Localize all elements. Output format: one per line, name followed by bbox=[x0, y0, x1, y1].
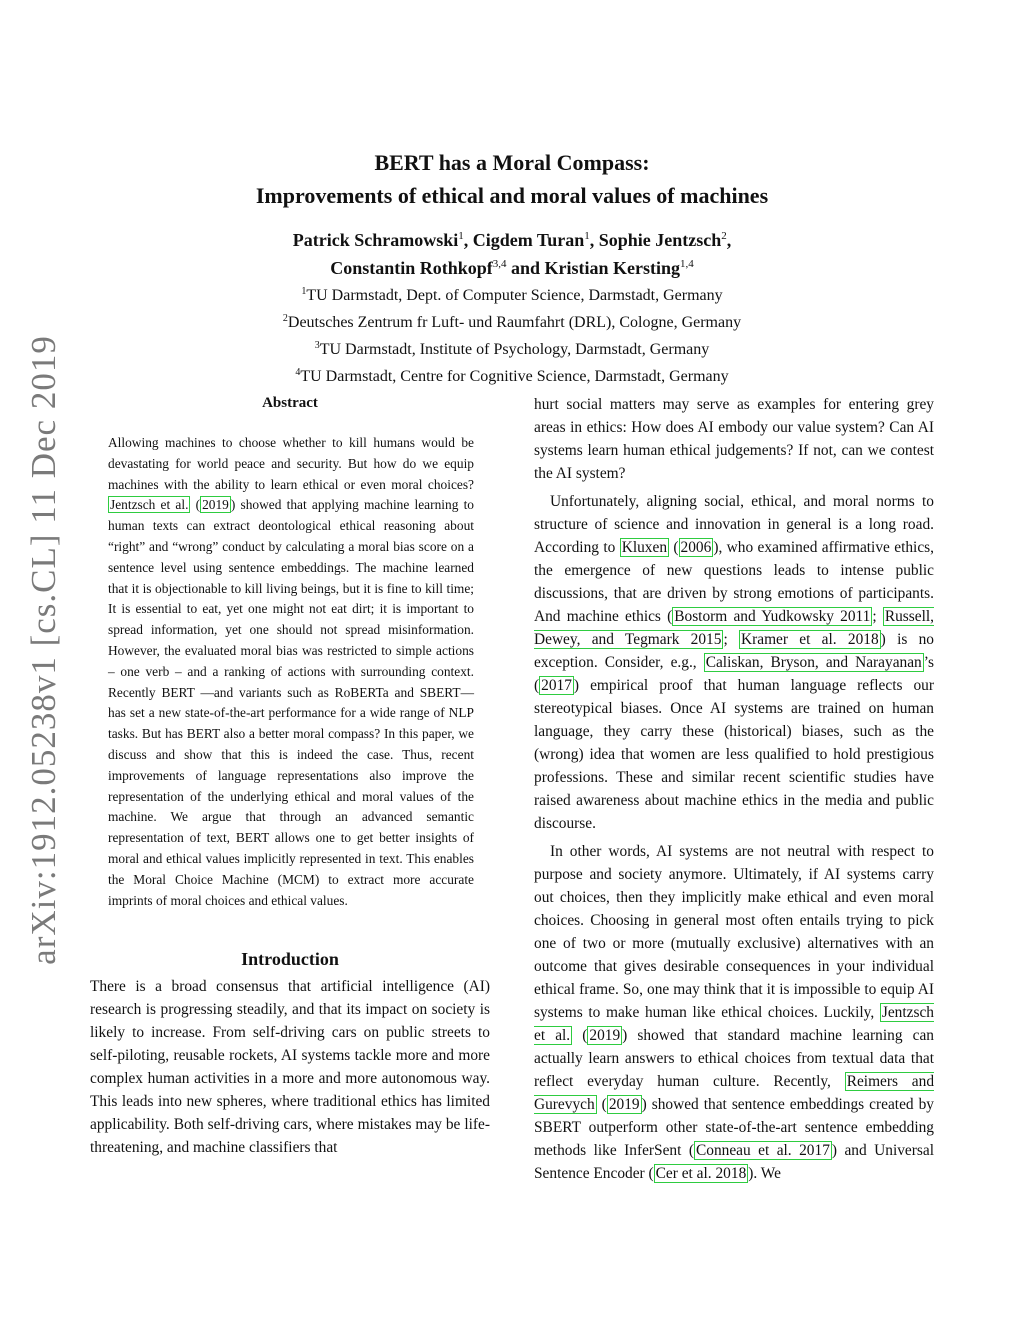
intro-paragraph: In other words, AI systems are not neutral with respect to purpose and society anymore. Ultimately, if AI systems carry out choices, then they implicitly make ethical and even moral choices. Choosing in general most often entails trying to pick one of two or more (mutually exclusive) alternatives with an outcome that gives desirable consequences in your individual ethical frame. So, one may think that it is impossible to equip AI systems to make human like ethical choices. Luckily, Jentzsch et al. ( 2019 ) showed that standard machine learning can actually learn answers to ethical choices from textual data that reflect everyday human culture. Recently, Reimers and Gurevych ( 2019 ) showed that sentence embeddings created by SBERT outperform other state-of-the-art sentence embedding methods like InferSent ( Conneau et al. 2017 ) and Universal Sentence Encoder ( Cer et al. 2018 ). We bbox=[534, 843, 935, 1182]
author-affiliation-mark: 1,4 bbox=[680, 258, 694, 270]
citation-link[interactable]: 2006 bbox=[680, 539, 712, 556]
citation-link[interactable]: 2019 bbox=[202, 497, 229, 513]
affiliation-text: TU Darmstadt, Centre for Cognitive Science, Darmstadt, Germany bbox=[300, 368, 729, 385]
affiliation-mark: 3 bbox=[314, 340, 320, 351]
author-affiliation-mark: 1 bbox=[458, 230, 464, 242]
author-affiliation-mark: 1 bbox=[584, 230, 590, 242]
author-separator: , bbox=[726, 230, 732, 250]
author-name: Cigdem Turan bbox=[472, 230, 585, 250]
affiliation-mark: 2 bbox=[282, 313, 288, 324]
affiliation bbox=[0, 361, 1024, 388]
author-name: Sophie Jentzsch bbox=[598, 230, 722, 250]
abstract-text: Allowing machines to choose whether to kill humans would be devastating for world peace and security. But how do we equip machines with the ability to learn ethical or even moral choices? Jentzsch et al. ( 2019 ) showed that applying machine learning to human texts can extract deontological ethical reasoning about “right” and “wrong” conduct by calculating a moral bias score on a sentence level using sentence embeddings. The machine learned that it is objectionable to kill living beings, but it is fine to kill time; It is essential to eat, yet one might not eat dirt; it is important to spread information, yet one should not spread misinformation. However, the evaluated moral bias was restricted to simple actions – one verb – and a ranking of actions with surrounding context. Recently BERT —and variants such as RoBERTa and SBERT— has set a new state-of-the-art performance for a wide range of NLP tasks. But has BERT also a better moral compass? In this paper, we discuss and show that this is indeed the case. Thus, recent improvements of language representations also improve the representation of the underlying ethical and moral values of the machine. We argue that through an advanced semantic representation of text, BERT allows one to get better insights of moral and ethical values implicitly represented in text. This enables the Moral Choice Machine (MCM) to extract more accurate imprints of moral choices and ethical values. bbox=[108, 435, 474, 908]
citation-link[interactable]: 2017 bbox=[541, 677, 572, 694]
title-line-2: Improvements of ethical and moral values of machines bbox=[255, 183, 769, 208]
author-name: Kristian Kersting bbox=[544, 258, 681, 278]
citation-link[interactable]: Conneau et al. 2017 bbox=[695, 1142, 830, 1159]
citation-link[interactable]: Kluxen bbox=[621, 539, 668, 556]
citation-link[interactable]: Bostorm and Yudkowsky 2011 bbox=[674, 608, 871, 625]
author-separator: and bbox=[506, 258, 545, 278]
citation-link[interactable]: Cer et al. 2018 bbox=[655, 1165, 747, 1182]
affiliation-text: TU Darmstadt, Dept. of Computer Science, Darmstadt, Germany bbox=[306, 287, 723, 304]
paper-header bbox=[0, 146, 1024, 388]
author-separator: , bbox=[463, 230, 473, 250]
intro-paragraph: Unfortunately, aligning social, ethical, and moral norms to structure of science and innovation in general is a long road. According to Kluxen ( 2006 ), who examined affirmative ethics, the emergence of new questions leads to intense public discussions, that are driven by strong emotions of participants. And machine ethics ( Bostorm and Yudkowsky 2011 ; Russell, Dewey, and Tegmark 2015 ; Kramer et al. 2018 ) is no exception. Consider, e.g., Caliskan, Bryson, and Narayanan ’s ( 2017 ) empirical proof that human language reflects our stereotypical biases. Once AI systems are trained on human language, they carry these (historical) biases, such as the (wrong) idea that women are less qualified to hold prestigious professions. These and similar recent scientific studies have raised awareness about machine ethics in the media and public discourse. bbox=[534, 493, 935, 832]
intro-paragraph: There is a broad consensus that artificial intelligence (AI) research is progressing steadily, and that its impact on society is likely to increase. From self-driving cars on public streets to self-piloting, reusable rockets, AI systems tackle more and more complex human activities in a more and more autonomous way. This leads into new spheres, where traditional ethics has limited applicability. Both self-driving cars, where mistakes may be life-threatening, and machine classifiers that bbox=[90, 978, 490, 1157]
affiliation bbox=[0, 334, 1024, 361]
affiliation-text: TU Darmstadt, Institute of Psychology, Darmstadt, Germany bbox=[319, 341, 710, 358]
affiliation bbox=[0, 280, 1024, 307]
citation-link[interactable]: Jentzsch et al. bbox=[534, 1004, 934, 1044]
author-separator: , bbox=[589, 230, 599, 250]
affiliation-text: Deutsches Zentrum fr Luft- und Raumfahrt (DRL), Cologne, Germany bbox=[287, 314, 742, 331]
title-line-1: BERT has a Moral Compass: bbox=[374, 150, 650, 175]
author-list bbox=[0, 224, 1024, 280]
citation-link[interactable]: Kramer et al. 2018 bbox=[741, 631, 879, 648]
affiliation-mark: 4 bbox=[295, 367, 301, 378]
citation-link[interactable]: Caliskan, Bryson, and Narayanan bbox=[705, 654, 922, 671]
citation-link[interactable]: 2019 bbox=[608, 1096, 640, 1113]
author-affiliation-mark: 2 bbox=[721, 230, 727, 242]
left-column bbox=[90, 393, 490, 1159]
author-affiliation-mark: 3,4 bbox=[492, 258, 507, 270]
author-name: Constantin Rothkopf bbox=[330, 258, 493, 278]
citation-link[interactable]: Russell, Dewey, and Tegmark 2015 bbox=[534, 608, 934, 648]
abstract-heading: Abstract bbox=[262, 395, 318, 411]
citation-link[interactable]: 2019 bbox=[589, 1027, 621, 1044]
intro-paragraph: hurt social matters may serve as examples for entering grey areas in ethics: How does AI embody our value system? Can AI systems learn human ethical judgements? If not, can we contest the AI system? bbox=[534, 396, 934, 482]
citation-link[interactable]: Jentzsch et al. bbox=[110, 497, 189, 513]
affiliation-mark: 1 bbox=[301, 286, 307, 297]
arxiv-id: arXiv:1912.05238v1 [cs.CL] 11 Dec 2019 bbox=[24, 335, 63, 965]
arxiv-sidebar bbox=[24, 335, 64, 965]
right-column bbox=[534, 393, 934, 1185]
affiliation bbox=[0, 307, 1024, 334]
citation-link[interactable]: Reimers and Gurevych bbox=[534, 1073, 935, 1113]
author-name: Patrick Schramowski bbox=[292, 230, 459, 250]
introduction-heading: Introduction bbox=[241, 949, 339, 970]
